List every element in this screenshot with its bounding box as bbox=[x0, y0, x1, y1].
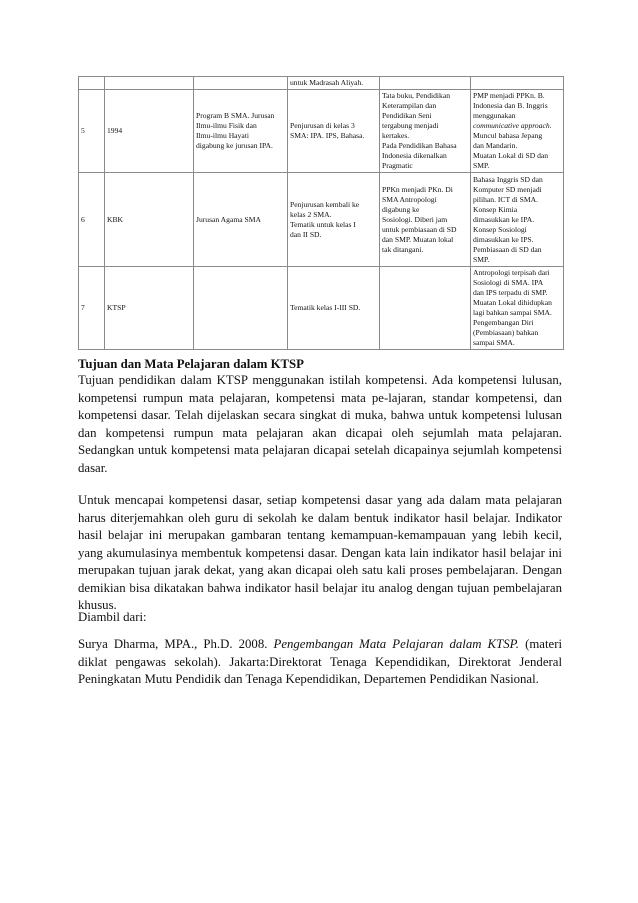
cell-line: Konsep Sosiologi bbox=[473, 224, 527, 234]
row-number-cell bbox=[79, 267, 105, 350]
continuation-note: untuk Madrasah Aliyah. bbox=[290, 78, 364, 87]
cell-line: Pendidikan Seni bbox=[382, 111, 432, 121]
reference-rest: (materi diklat pengawas sekolah). Jakarta:Direktorat Tenaga Kependidikan, Direktorat Jenderal Peningkatan Mutu Pendidik dan Tenaga Kependidikan, Departemen Pendidikan Nasional. bbox=[78, 637, 563, 686]
row-number-cell bbox=[79, 173, 105, 267]
row-number-cell bbox=[79, 90, 105, 173]
table-cell bbox=[288, 77, 380, 90]
cell-line: kelas 2 SMA. bbox=[290, 209, 332, 219]
table-cell bbox=[79, 77, 105, 90]
table-cell bbox=[380, 173, 471, 267]
table-cell bbox=[194, 77, 288, 90]
period-label: KTSP bbox=[107, 303, 126, 313]
table-row-continuation bbox=[79, 77, 564, 90]
curriculum-table bbox=[78, 76, 564, 350]
cell-line: lagi bahkan sampai SMA. bbox=[473, 308, 552, 318]
period-cell bbox=[105, 173, 194, 267]
cell-line: Pada Pendidikan Bahasa bbox=[382, 141, 457, 151]
cell-line: dan IPS terpadu di SMP. bbox=[473, 288, 548, 298]
cell-line: Pembiasaan di SD dan bbox=[473, 244, 542, 254]
reference bbox=[78, 636, 562, 689]
period-cell bbox=[105, 90, 194, 173]
table-cell bbox=[194, 90, 288, 173]
cell-line: digabung ke bbox=[382, 204, 420, 214]
row-number: 5 bbox=[81, 126, 85, 136]
cell-line: PPKn menjadi PKn. Di bbox=[382, 184, 453, 194]
table-cell bbox=[471, 173, 564, 267]
table-cell bbox=[471, 267, 564, 350]
cell-line: Tata buku, Pendidikan bbox=[382, 91, 451, 101]
table-cell bbox=[288, 90, 380, 173]
table-row bbox=[79, 267, 564, 350]
cell-line: Pragmatic bbox=[382, 161, 413, 171]
table-cell bbox=[194, 173, 288, 267]
table-cell bbox=[380, 77, 471, 90]
source-label: Diambil dari: bbox=[78, 610, 147, 624]
period-label: 1994 bbox=[107, 126, 123, 136]
period-cell bbox=[105, 267, 194, 350]
cell-line: dan Mandarin. bbox=[473, 141, 518, 151]
cell-line: dan II SD. bbox=[290, 229, 322, 239]
cell-line: dimasukkan ke IPA. bbox=[473, 214, 535, 224]
cell-line: Keterampilan dan bbox=[382, 101, 437, 111]
paragraph-2: Untuk mencapai kompetensi dasar, setiap kompetensi dasar yang ada dalam mata pelajaran harus diterjemahkan oleh guru di sekolah ke dalam bentuk indikator hasil belajar. Indikator hasil belajar ini merupakan gambaran tentang kemampuan-kemampauan yang lebih kecil, yang akumulasinya membentuk kompetensi dasar. Dengan kata lain indikator hasil belajar ini merupakan tujuan jarak dekat, yang akan dicapai oleh satu kali proses pembelajaran. Dengan demikian bisa dikatakan bahwa indikator hasil belajar itu analog dengan tujuan pembelajaran khusus. bbox=[78, 493, 562, 612]
cell-line: Komputer SD menjadi bbox=[473, 184, 542, 194]
cell-line: Tematik untuk kelas I bbox=[290, 219, 356, 229]
cell-line: Ilmu-ilmu Fisik dan bbox=[196, 121, 257, 131]
cell-line: Bahasa Inggris SD dan bbox=[473, 174, 543, 184]
cell-line: dimasukkan ke IPS. bbox=[473, 234, 534, 244]
period-label: KBK bbox=[107, 214, 124, 224]
cell-line: Muncul bahasa Jepang bbox=[473, 131, 543, 141]
cell-line: (Pembiasaan) bahkan bbox=[473, 328, 539, 338]
cell-line: Penjurusan di kelas 3 bbox=[290, 121, 355, 131]
row-number: 7 bbox=[81, 303, 85, 313]
cell-line: Muatan Lokal di SD dan bbox=[473, 151, 549, 161]
cell-line: tak ditangani. bbox=[382, 244, 424, 254]
reference-title: Pengembangan Mata Pelajaran dalam KTSP. bbox=[273, 637, 519, 651]
cell-line: SMP. bbox=[473, 161, 490, 171]
cell-line: sampai SMA. bbox=[473, 338, 515, 348]
cell-line: pilihan. ICT di SMA. bbox=[473, 194, 539, 204]
cell-line: untuk pembiasaan di SD bbox=[382, 224, 457, 234]
cell-line: PMP menjadi PPKn. B. bbox=[473, 91, 545, 101]
table-row bbox=[79, 173, 564, 267]
cell-line: Tematik kelas I-III SD. bbox=[290, 303, 361, 313]
cell-line: dan SMP. Muatan lokal bbox=[382, 234, 454, 244]
cell-line: SMA Antropologi bbox=[382, 194, 437, 204]
cell-line: tergabung menjadi bbox=[382, 121, 439, 131]
paragraph-1: Tujuan pendidikan dalam KTSP menggunakan istilah kompetensi. Ada kompetensi lulusan, kompetensi rumpun mata pelajaran, kompetensi mata pe-lajaran, standar kompetensi, dan kompetensi dasar. Telah dijelaskan secara singkat di muka, bahwa untuk kompetensi lulusan dan kompetensi rumpun mata pelajaran akan dicapai oleh sejumlah mata pelajaran. Sedangkan untuk kompetensi mata pelajaran dicapai setelah dicapainya sejumlah kompetensi dasar. bbox=[78, 373, 562, 475]
table-cell bbox=[105, 77, 194, 90]
table-cell bbox=[471, 90, 564, 173]
cell-line: digabung ke jurusan IPA. bbox=[196, 141, 273, 151]
cell-line: Program B SMA. Jurusan bbox=[196, 111, 275, 121]
cell-line: Konsep Kimia bbox=[473, 204, 518, 214]
cell-line: Sosiologi di SMA. IPA bbox=[473, 278, 544, 288]
cell-line: kertakes. bbox=[382, 131, 410, 141]
cell-line: SMP. bbox=[473, 254, 490, 264]
table-cell bbox=[380, 267, 471, 350]
cell-line: communicative approach. bbox=[473, 121, 552, 131]
table-cell bbox=[288, 173, 380, 267]
reference-author-year: Surya Dharma, MPA., Ph.D. 2008. bbox=[78, 637, 268, 651]
cell-line: Jurusan Agama SMA bbox=[196, 214, 261, 224]
table-cell bbox=[194, 267, 288, 350]
cell-line: menggunakan bbox=[473, 111, 516, 121]
cell-line: Antropologi terpisah dari bbox=[473, 268, 550, 278]
cell-line: Ilmu-ilmu Hayati bbox=[196, 131, 249, 141]
cell-line: SMA: IPA. IPS, Bahasa. bbox=[290, 131, 365, 141]
cell-line: Muatan Lokal dihidupkan bbox=[473, 298, 552, 308]
table-row bbox=[79, 90, 564, 173]
cell-line: Penjurusan kembali ke bbox=[290, 199, 360, 209]
cell-line: Sosiologi. Diberi jam bbox=[382, 214, 448, 224]
cell-line: Pengembangan Diri bbox=[473, 318, 534, 328]
table-cell bbox=[288, 267, 380, 350]
table-cell bbox=[380, 90, 471, 173]
section-heading: Tujuan dan Mata Pelajaran dalam KTSP bbox=[78, 357, 304, 371]
table-cell bbox=[471, 77, 564, 90]
row-number: 6 bbox=[81, 214, 85, 224]
cell-line: Indonesia dikenalkan bbox=[382, 151, 447, 161]
cell-line: Indonesia dan B. Inggris bbox=[473, 101, 548, 111]
